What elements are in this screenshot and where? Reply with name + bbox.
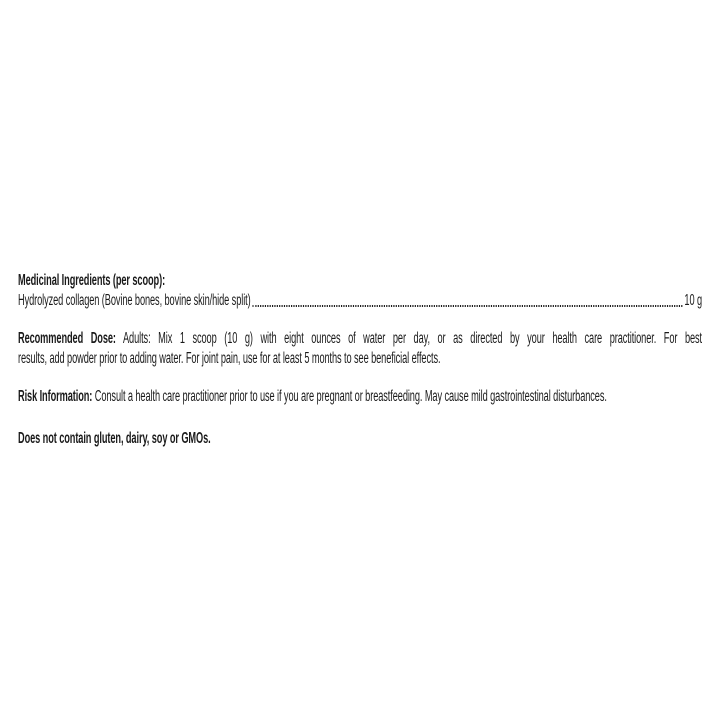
medicinal-ingredients-heading: Medicinal Ingredients (per scoop): xyxy=(18,272,166,289)
risk-information-paragraph xyxy=(18,387,702,407)
recommended-dose-text-1: Adults: Mix 1 scoop (10 g) with eight ounces of water per day, or as directed by your health care practitioner. For best xyxy=(122,330,703,347)
recommended-dose-line-1 xyxy=(18,329,702,349)
ingredient-name: Hydrolyzed collagen (Bovine bones, bovine skin/hide split) xyxy=(18,292,251,309)
recommended-dose-line-2: results, add powder prior to adding water. For joint pain, use for at least 5 months to see beneficial effects. xyxy=(18,350,441,367)
ingredient-amount: 10 g xyxy=(684,292,703,309)
risk-information-label: Risk Information: xyxy=(18,388,93,405)
recommended-dose-paragraph xyxy=(18,329,702,369)
ingredient-row xyxy=(18,291,702,311)
recommended-dose-label: Recommended Dose: xyxy=(18,330,116,347)
risk-information-text: Consult a health care practitioner prior to use if you are pregnant or breastfeeding. May cause mild gastrointestinal disturbances. xyxy=(94,388,607,405)
supplement-label-panel xyxy=(18,271,720,449)
label-text-block xyxy=(18,271,702,449)
dot-leader xyxy=(252,305,682,307)
allergen-statement: Does not contain gluten, dairy, soy or GMOs. xyxy=(18,430,211,447)
